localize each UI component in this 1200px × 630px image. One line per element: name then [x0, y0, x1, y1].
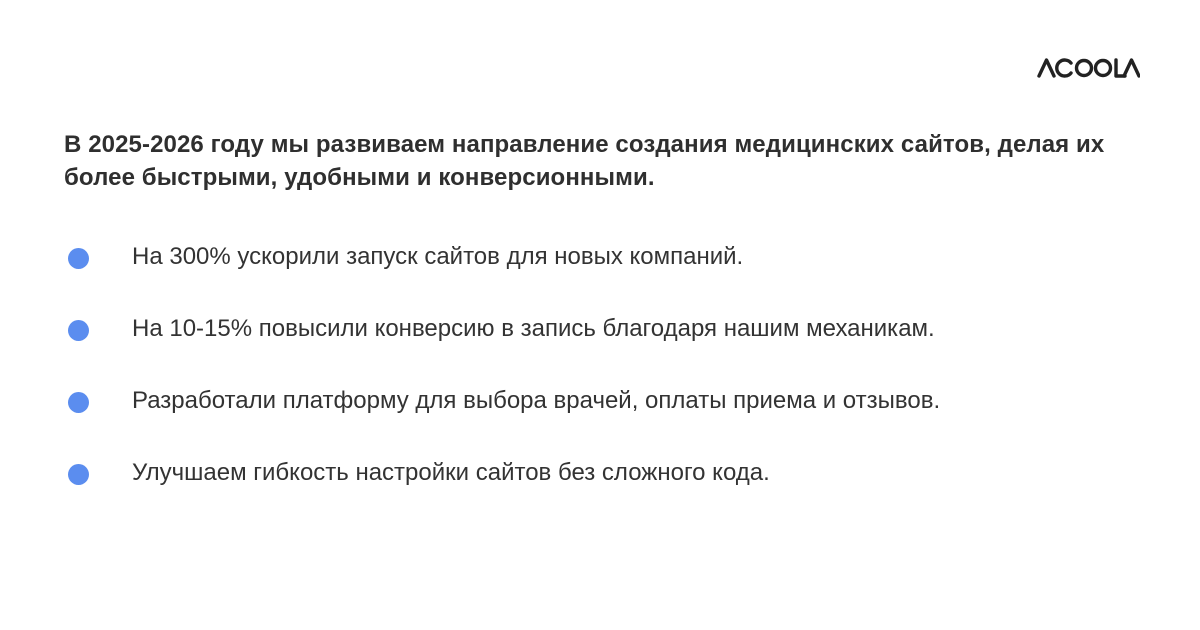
list-item-text: Разработали платформу для выбора врачей, оплаты приема и отзывов.	[132, 387, 941, 414]
list-item	[64, 382, 1144, 454]
headline: В 2025-2026 году мы развиваем направление создания медицинских сайтов, делая их более быстрыми, удобными и конверсионными.	[64, 131, 1105, 191]
bullet-dot-icon	[68, 248, 89, 269]
list-item	[64, 310, 1144, 382]
achievements-list	[64, 238, 1144, 526]
bullet-dot-icon	[68, 392, 89, 413]
bullet-dot-icon	[68, 464, 89, 485]
bullet-dot-icon	[68, 320, 89, 341]
list-item-text: На 10-15% повысили конверсию в запись благодаря нашим механикам.	[132, 315, 935, 342]
list-item	[64, 454, 1144, 526]
list-item-text: На 300% ускорили запуск сайтов для новых компаний.	[132, 243, 744, 270]
acoola-logo	[1036, 52, 1140, 82]
list-item-text: Улучшаем гибкость настройки сайтов без сложного кода.	[132, 459, 770, 486]
list-item	[64, 238, 1144, 310]
